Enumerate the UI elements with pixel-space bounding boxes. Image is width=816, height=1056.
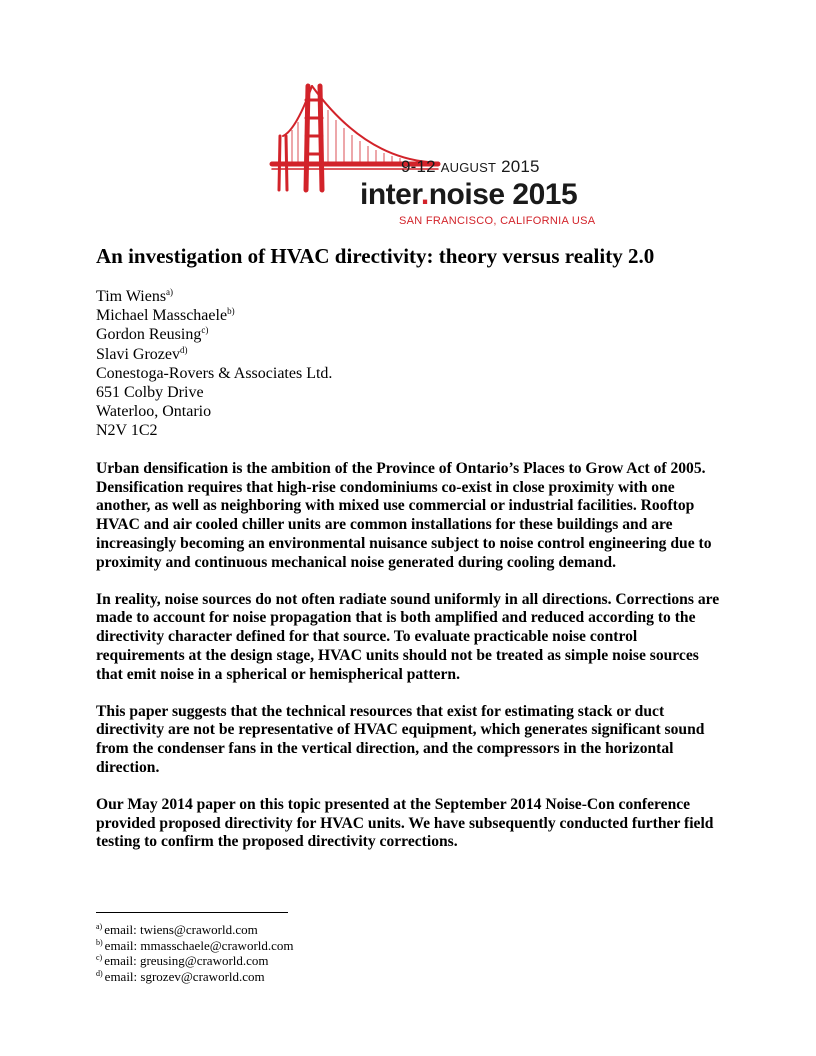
author-line: Tim Wiens$^{a)}$ bbox=[96, 287, 174, 305]
paper-title: An investigation of HVAC directivity: theory versus reality 2.0 bbox=[96, 244, 655, 268]
footnote: $^{b)}$ email: mmasschaele@craworld.com bbox=[96, 937, 294, 953]
conference-dates: 9-12 AUGUST 2015 bbox=[401, 157, 540, 176]
abstract-paragraph: In reality, noise sources do not often radiate sound uniformly in all directions. Corrections are made to account for noise propagation that is both amplified and reduced according to the directivity character defined for that source. To evaluate practicable noise control requirements at the design stage, HVAC units should not be treated as simple noise sources that emit noise in a spherical or hemispherical pattern. bbox=[96, 590, 720, 683]
footnotes bbox=[96, 922, 294, 984]
footnote: $^{a)}$ email: twiens@craworld.com bbox=[96, 922, 258, 937]
author-line: Michael Masschaele$^{b)}$ bbox=[96, 306, 235, 325]
abstract-paragraph: Our May 2014 paper on this topic presented at the September 2014 Noise-Con conference provided proposed directivity for HVAC units. We have subsequently conducted further field testing to confirm the proposed directivity corrections. bbox=[96, 796, 714, 851]
footnote: $^{d)}$ email: sgrozev@craworld.com bbox=[96, 968, 265, 984]
affiliation-line: N2V 1C2 bbox=[96, 422, 158, 440]
footnote: $^{c)}$ email: greusing@craworld.com bbox=[96, 953, 269, 968]
abstract-paragraph: Urban densification is the ambition of the Province of Ontario’s Places to Grow Act of 2005. Densification requires that high-rise condominiums co-exist in close proximity with one another, as well as neighboring with mixed use commercial or industrial facilities. Rooftop HVAC and air cooled chiller units are common installations for these buildings and are increasingly becoming an environmental nuisance subject to noise control engineering due to proximity and continuous mechanical noise generated during cooling demand. bbox=[96, 460, 712, 571]
abstract bbox=[96, 460, 726, 871]
author-block bbox=[96, 287, 332, 441]
author-line: Gordon Reusing$^{c)}$ bbox=[96, 325, 209, 344]
conference-brand: inter.noise 2015 bbox=[360, 178, 578, 211]
footnote-divider bbox=[96, 912, 288, 913]
abstract-paragraph: This paper suggests that the technical resources that exist for estimating stack or duct directivity are not be representative of HVAC equipment, which generates significant sound from the condenser fans in the vertical direction, and the compressors in the horizontal direction. bbox=[96, 702, 705, 776]
affiliation-line: Waterloo, Ontario bbox=[96, 403, 212, 421]
affiliation-line: 651 Colby Drive bbox=[96, 384, 204, 402]
conference-location: SAN FRANCISCO, CALIFORNIA USA bbox=[399, 215, 596, 227]
author-line: Slavi Grozev$^{d)}$ bbox=[96, 344, 188, 363]
conference-logo bbox=[268, 78, 596, 230]
affiliation-line: Conestoga-Rovers & Associates Ltd. bbox=[96, 364, 333, 382]
